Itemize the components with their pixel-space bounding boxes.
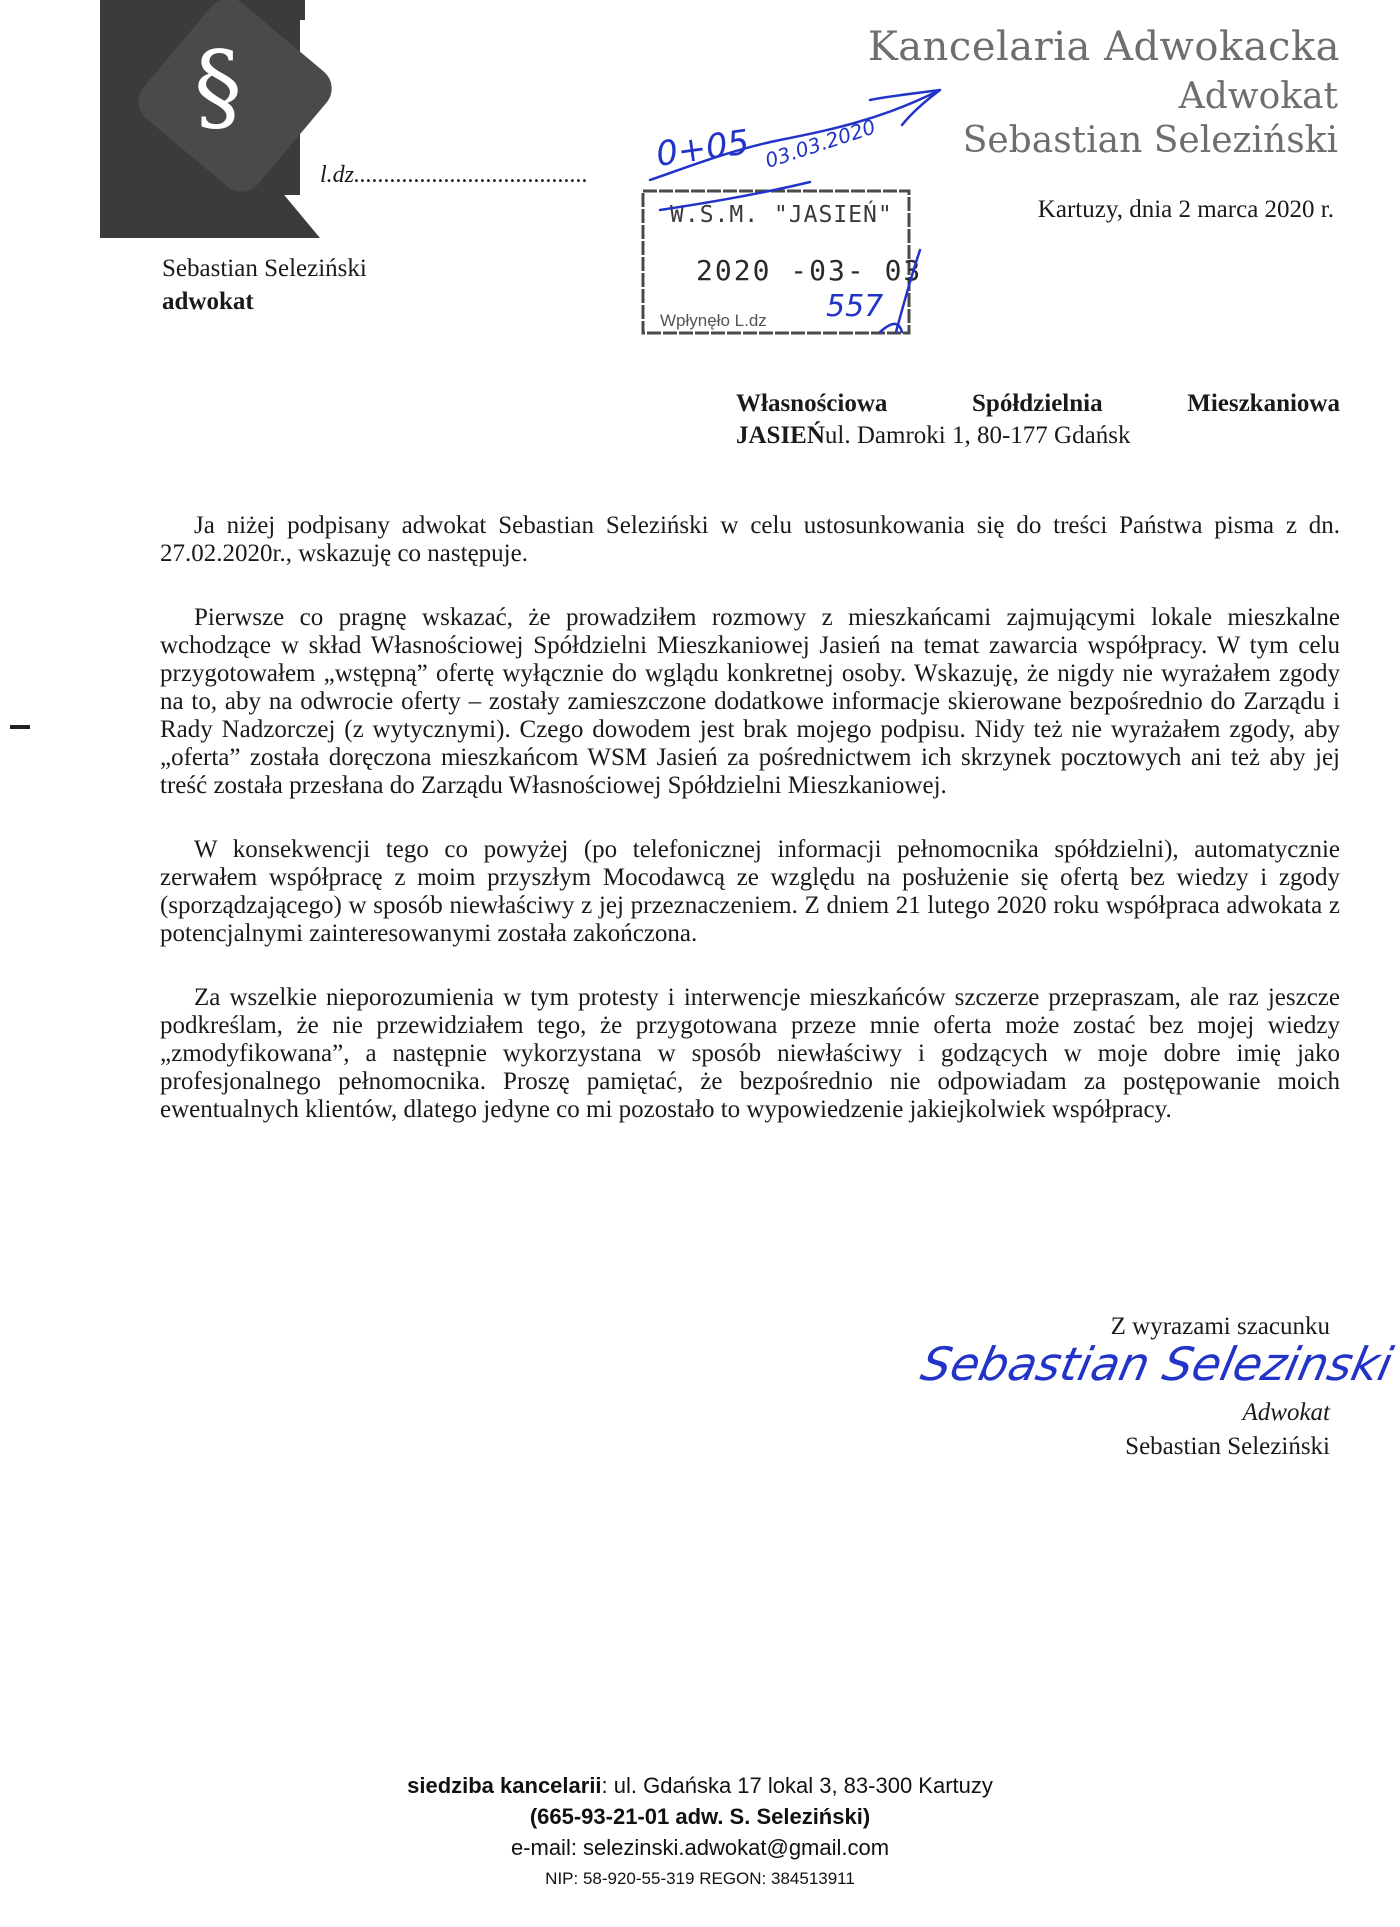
sender-name: Sebastian Seleziński xyxy=(162,255,367,282)
footer xyxy=(0,1770,1400,1894)
date-line: Kartuzy, dnia 2 marca 2020 r. xyxy=(1037,196,1334,223)
recipient-word-2: Spółdzielnia xyxy=(972,390,1103,417)
firm-person: Sebastian Seleziński xyxy=(962,120,1338,161)
footer-email: e-mail: selezinski.adwokat@gmail.com xyxy=(510,1835,890,1860)
handwritten-received-number: 557 xyxy=(826,289,884,324)
scan-edge-mark xyxy=(10,724,30,730)
body-paragraph-4: Za wszelkie nieporozumienia w tym protesty i interwencje mieszkańców szczerze przepraszam, ale raz jeszcze podkreślam, że nie przewidziałem tego, że przygotowana przeze mnie oferta może zostać bez mojej wiedzy „zmodyfikowana”, a następnie wykorzystana w sposób niewłaściwy i godzących w moje dobre imię jako profesjonalnego pełnomocnika. Proszę pamiętać, że bezpośrednio nie odpowiadam za postępowanie moich ewentualnych klientów, dlatego jedyne co mi pozostało to wypowiedzenie jakiejkolwiek współpracy. xyxy=(160,984,1340,1123)
signature-text: Sebastian Selezinski xyxy=(916,1337,1398,1391)
closing-name: Sebastian Seleziński xyxy=(1125,1433,1330,1460)
recipient-address xyxy=(736,388,1340,452)
recipient-street: ul. Damroki 1, 80-177 Gdańsk xyxy=(824,422,1131,449)
handwritten-note: 0+05 xyxy=(653,122,752,175)
footer-ids: NIP: 58-920-55-319 REGON: 384513911 xyxy=(545,1869,855,1888)
body-paragraph-2: Pierwsze co pragnę wskazać, że prowadziłem rozmowy z mieszkańcami zajmującymi lokale mieszkalne wchodzące w skład Własnościowej Spółdzielni Mieszkaniowej Jasień na temat zawarcia współpracy. W tym celu przygotowałem „wstępną” ofertę wyłącznie do wglądu konkretnej osoby. Wskazuję, że nigdy nie wyrażałem zgody na to, aby na odwrocie oferty – zostały zamieszczone dodatkowe informacje skierowane bezpośrednio do Zarządu i Rady Nadzorczej (z wytycznymi). Czego dowodem jest brak mojego podpisu. Nidy też nie wyrażałem zgody, aby „oferta” została doręczona mieszkańcom WSM Jasień za pośrednictwem ich skrzynek pocztowych ani też aby jej treść została przesłana do Zarządu Własnościowej Spółdzielni Mieszkaniowej. xyxy=(160,604,1340,799)
reference-label: l.dz xyxy=(320,162,355,188)
firm-title: Adwokat xyxy=(1178,76,1338,117)
letter-body xyxy=(160,512,1340,1160)
sender-role: adwokat xyxy=(162,288,254,315)
stamp-date: 2020 -03- 03 xyxy=(696,254,923,287)
handwritten-signature xyxy=(916,1318,1398,1408)
handwritten-annotations xyxy=(640,70,970,340)
body-paragraph-3: W konsekwencji tego co powyżej (po telefonicznej informacji pełnomocnika spółdzielni), automatycznie zerwałem współpracę z moim przyszłym Mocodawcą ze względu na posłużenie się ofertą bez wiedzy i zgody (sporządzającego) w sposób niewłaściwy z jej przeznaczeniem. Z dniem 21 lutego 2020 roku współpraca adwokata z potencjalnymi zainteresowanymi została zakończona. xyxy=(160,836,1340,947)
recipient-word-3: Mieszkaniowa xyxy=(1187,390,1340,417)
firm-name: Kancelaria Adwokacka xyxy=(867,24,1340,70)
recipient-name-end: JASIEŃ xyxy=(736,422,825,449)
recipient-name-line xyxy=(736,388,1340,420)
recipient-address-line xyxy=(736,420,1340,452)
handwritten-date: 03.03.2020 xyxy=(762,114,879,173)
footer-address: : ul. Gdańska 17 lokal 3, 83-300 Kartuzy xyxy=(601,1773,993,1798)
body-paragraph-1: Ja niżej podpisany adwokat Sebastian Seleziński w celu ustosunkowania się do treści Państwa pisma z dn. 27.02.2020r., wskazuję co następuje. xyxy=(160,512,1340,567)
law-firm-logo xyxy=(100,0,320,238)
stamp-organization: W.S.M. "JASIEŃ" xyxy=(670,202,893,228)
reference-number-line xyxy=(320,162,588,189)
reference-dots: ....................................... xyxy=(354,162,589,188)
section-sign-logo-icon: § xyxy=(194,31,242,143)
footer-address-line xyxy=(0,1770,1400,1801)
footer-address-label: siedziba kancelarii xyxy=(407,1773,602,1798)
footer-phone: (665-93-21-01 adw. S. Seleziński) xyxy=(529,1804,871,1829)
closing-title: Adwokat xyxy=(1242,1399,1330,1426)
closing-greeting: Z wyrazami szacunku xyxy=(1110,1313,1330,1340)
stamp-received-label: Wpłynęło L.dz xyxy=(660,311,767,330)
recipient-word-1: Własnościowa xyxy=(736,390,888,417)
